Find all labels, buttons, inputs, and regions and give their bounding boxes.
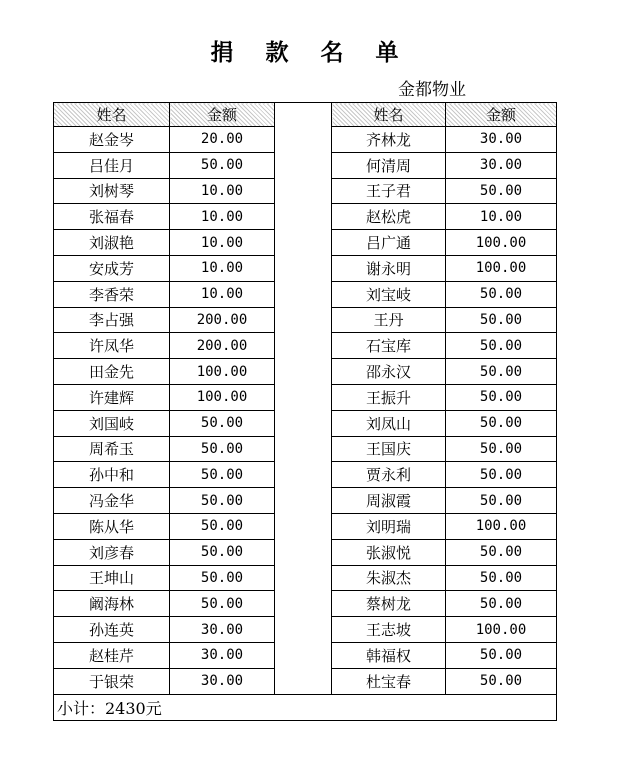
right-donor-name: 周淑霞 [332, 488, 446, 514]
right-donor-amount: 50.00 [446, 436, 557, 462]
table-row [54, 230, 557, 256]
right-donor-amount: 50.00 [446, 178, 557, 204]
right-donor-name: 何清周 [332, 152, 446, 178]
right-donor-amount: 50.00 [446, 462, 557, 488]
right-donor-name: 王志坡 [332, 617, 446, 643]
left-donor-name: 周希玉 [54, 436, 170, 462]
column-gap [275, 127, 332, 153]
table-header-row [54, 103, 557, 127]
left-donor-amount: 200.00 [170, 333, 275, 359]
right-donor-name: 韩福权 [332, 642, 446, 668]
left-donor-name: 安成芳 [54, 255, 170, 281]
subtotal-text: 小计：2430元 [54, 694, 557, 720]
right-donor-name: 石宝库 [332, 333, 446, 359]
right-name-header: 姓名 [332, 103, 446, 127]
table-row [54, 384, 557, 410]
column-gap [275, 488, 332, 514]
table-row [54, 255, 557, 281]
right-donor-amount: 50.00 [446, 668, 557, 694]
left-name-header: 姓名 [54, 103, 170, 127]
table-row [54, 617, 557, 643]
right-donor-amount: 100.00 [446, 513, 557, 539]
right-donor-name: 刘凤山 [332, 410, 446, 436]
right-donor-amount: 50.00 [446, 410, 557, 436]
left-donor-amount: 50.00 [170, 488, 275, 514]
left-donor-name: 张福春 [54, 204, 170, 230]
left-donor-amount: 50.00 [170, 436, 275, 462]
donation-table [53, 102, 557, 721]
column-gap [275, 617, 332, 643]
organization-name: 金都物业 [398, 80, 466, 100]
column-gap [275, 178, 332, 204]
right-donor-name: 齐林龙 [332, 127, 446, 153]
table-row [54, 178, 557, 204]
right-donor-name: 邵永汉 [332, 359, 446, 385]
left-donor-name: 刘树琴 [54, 178, 170, 204]
left-donor-amount: 50.00 [170, 513, 275, 539]
left-donor-name: 刘国岐 [54, 410, 170, 436]
left-donor-name: 阚海林 [54, 591, 170, 617]
column-gap [275, 255, 332, 281]
right-donor-name: 蔡树龙 [332, 591, 446, 617]
left-donor-name: 冯金华 [54, 488, 170, 514]
left-donor-amount: 30.00 [170, 642, 275, 668]
left-donor-amount: 50.00 [170, 539, 275, 565]
left-donor-name: 李香荣 [54, 281, 170, 307]
table-row [54, 565, 557, 591]
left-donor-amount: 10.00 [170, 204, 275, 230]
right-donor-amount: 50.00 [446, 333, 557, 359]
right-donor-name: 王国庆 [332, 436, 446, 462]
right-donor-name: 王振升 [332, 384, 446, 410]
subtotal-row [54, 694, 557, 720]
right-donor-amount: 50.00 [446, 281, 557, 307]
left-donor-name: 许凤华 [54, 333, 170, 359]
column-gap [275, 410, 332, 436]
left-donor-name: 孙中和 [54, 462, 170, 488]
column-gap [275, 436, 332, 462]
table-row [54, 591, 557, 617]
left-donor-amount: 10.00 [170, 230, 275, 256]
right-donor-name: 杜宝春 [332, 668, 446, 694]
table-row [54, 281, 557, 307]
column-gap [275, 359, 332, 385]
column-gap [275, 384, 332, 410]
table-row [54, 488, 557, 514]
left-donor-amount: 10.00 [170, 281, 275, 307]
right-donor-name: 王丹 [332, 307, 446, 333]
right-amount-header: 金额 [446, 103, 557, 127]
left-donor-amount: 50.00 [170, 565, 275, 591]
left-donor-name: 赵金岑 [54, 127, 170, 153]
left-donor-name: 许建辉 [54, 384, 170, 410]
right-donor-name: 朱淑杰 [332, 565, 446, 591]
left-donor-amount: 100.00 [170, 359, 275, 385]
left-donor-name: 陈从华 [54, 513, 170, 539]
table-row [54, 539, 557, 565]
left-donor-amount: 50.00 [170, 462, 275, 488]
table-row [54, 668, 557, 694]
column-gap [275, 591, 332, 617]
table-row [54, 204, 557, 230]
right-donor-amount: 10.00 [446, 204, 557, 230]
column-gap [275, 462, 332, 488]
left-donor-amount: 20.00 [170, 127, 275, 153]
column-gap [275, 204, 332, 230]
right-donor-amount: 30.00 [446, 152, 557, 178]
column-gap [275, 307, 332, 333]
column-gap [275, 281, 332, 307]
table-row [54, 513, 557, 539]
column-gap [275, 152, 332, 178]
right-donor-name: 刘宝岐 [332, 281, 446, 307]
left-donor-name: 李占强 [54, 307, 170, 333]
left-donor-name: 刘淑艳 [54, 230, 170, 256]
right-donor-amount: 50.00 [446, 359, 557, 385]
left-donor-name: 吕佳月 [54, 152, 170, 178]
left-donor-amount: 10.00 [170, 178, 275, 204]
right-donor-name: 张淑悦 [332, 539, 446, 565]
right-donor-amount: 50.00 [446, 591, 557, 617]
left-donor-amount: 200.00 [170, 307, 275, 333]
right-donor-name: 赵松虎 [332, 204, 446, 230]
left-donor-amount: 50.00 [170, 410, 275, 436]
right-donor-name: 谢永明 [332, 255, 446, 281]
column-gap [275, 333, 332, 359]
right-donor-name: 刘明瑞 [332, 513, 446, 539]
column-gap [275, 513, 332, 539]
right-donor-amount: 100.00 [446, 230, 557, 256]
column-gap [275, 230, 332, 256]
right-donor-amount: 50.00 [446, 307, 557, 333]
column-gap [275, 103, 332, 127]
left-donor-name: 孙连英 [54, 617, 170, 643]
right-donor-amount: 100.00 [446, 617, 557, 643]
table-row [54, 127, 557, 153]
left-donor-amount: 50.00 [170, 152, 275, 178]
right-donor-amount: 50.00 [446, 384, 557, 410]
right-donor-name: 吕广通 [332, 230, 446, 256]
left-amount-header: 金额 [170, 103, 275, 127]
right-donor-amount: 50.00 [446, 642, 557, 668]
table-row [54, 333, 557, 359]
right-donor-amount: 30.00 [446, 127, 557, 153]
left-donor-name: 王坤山 [54, 565, 170, 591]
page-title: 捐 款 名 单 [210, 40, 411, 66]
left-donor-amount: 50.00 [170, 591, 275, 617]
right-donor-amount: 100.00 [446, 255, 557, 281]
left-donor-amount: 30.00 [170, 617, 275, 643]
left-donor-amount: 30.00 [170, 668, 275, 694]
right-donor-name: 王子君 [332, 178, 446, 204]
left-donor-amount: 10.00 [170, 255, 275, 281]
table-row [54, 359, 557, 385]
left-donor-name: 于银荣 [54, 668, 170, 694]
table-body [54, 127, 557, 695]
right-donor-amount: 50.00 [446, 539, 557, 565]
right-donor-amount: 50.00 [446, 488, 557, 514]
left-donor-name: 田金先 [54, 359, 170, 385]
table-row [54, 152, 557, 178]
table-row [54, 462, 557, 488]
table-row [54, 642, 557, 668]
table-row [54, 410, 557, 436]
table-row [54, 436, 557, 462]
column-gap [275, 642, 332, 668]
column-gap [275, 668, 332, 694]
right-donor-name: 贾永利 [332, 462, 446, 488]
left-donor-amount: 100.00 [170, 384, 275, 410]
left-donor-name: 刘彦春 [54, 539, 170, 565]
column-gap [275, 565, 332, 591]
column-gap [275, 539, 332, 565]
table-row [54, 307, 557, 333]
right-donor-amount: 50.00 [446, 565, 557, 591]
left-donor-name: 赵桂芹 [54, 642, 170, 668]
